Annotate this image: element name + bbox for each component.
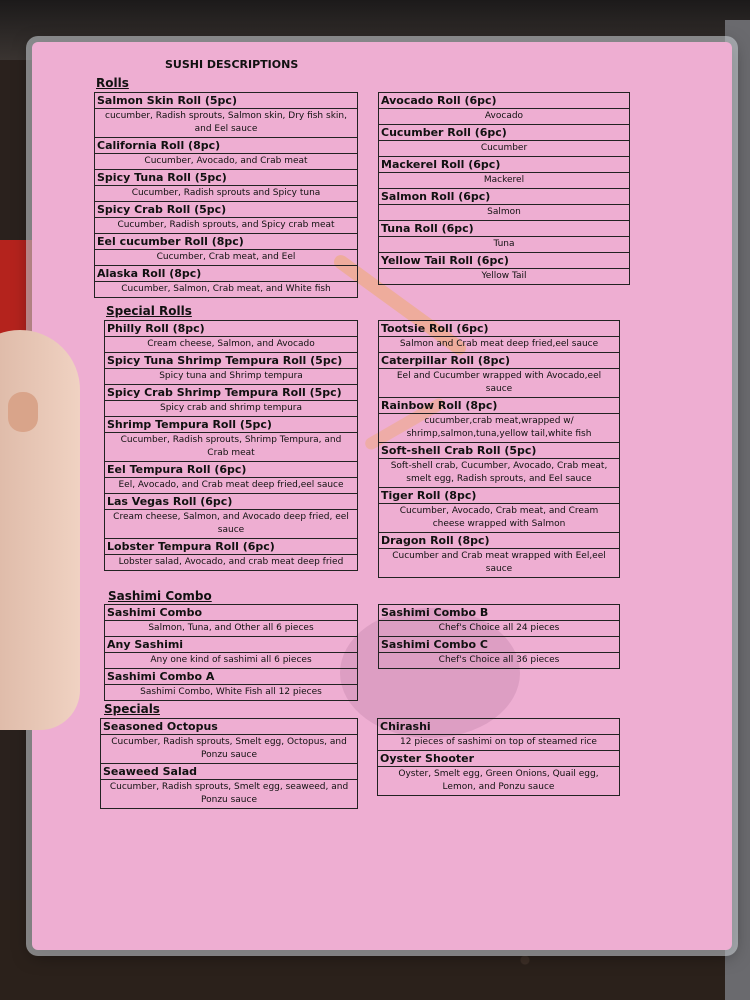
menu-item-name: Eel cucumber Roll (8pc) <box>95 234 357 250</box>
menu-item <box>378 751 619 795</box>
page-title: SUSHI DESCRIPTIONS <box>165 58 299 71</box>
menu-item-name: California Roll (8pc) <box>95 138 357 154</box>
rolls-left-table <box>94 92 358 298</box>
menu-item-name: Seaweed Salad <box>101 764 357 780</box>
menu-item-name: Spicy Crab Shrimp Tempura Roll (5pc) <box>105 385 357 401</box>
menu-item-name: Caterpillar Roll (8pc) <box>379 353 619 369</box>
menu-item <box>105 353 357 385</box>
menu-item-description: Cucumber, Radish sprouts, Shrimp Tempura, and Crab meat <box>105 433 357 462</box>
menu-item-name: Yellow Tail Roll (6pc) <box>379 253 629 269</box>
menu-item-description: Cucumber and Crab meat wrapped with Eel,eel sauce <box>392 551 606 574</box>
menu-item-description: Cucumber, Radish sprouts, Smelt egg, seaweed, and Ponzu sauce <box>109 782 349 805</box>
menu-item-description: Cucumber, Salmon, Crab meat, and White fish <box>121 284 331 294</box>
menu-item <box>379 353 619 398</box>
sashimi-left-table <box>104 604 358 701</box>
menu-item <box>379 533 619 577</box>
menu-item-description: 12 pieces of sashimi on top of steamed rice <box>378 735 619 751</box>
menu-item-description: Sashimi Combo, White Fish all 12 pieces <box>140 687 322 697</box>
menu-item-name: Seasoned Octopus <box>101 719 357 735</box>
menu-item-name: Avocado Roll (6pc) <box>379 93 629 109</box>
menu-item-name: Shrimp Tempura Roll (5pc) <box>105 417 357 433</box>
section-heading-rolls: Rolls <box>96 76 129 90</box>
menu-item <box>95 202 357 234</box>
section-heading-special-rolls: Special Rolls <box>106 304 192 318</box>
menu-item <box>101 764 357 808</box>
menu-item-description: Any one kind of sashimi all 6 pieces <box>105 653 357 669</box>
menu-item-name: Alaska Roll (8pc) <box>95 266 357 282</box>
menu-item-name: Spicy Crab Roll (5pc) <box>95 202 357 218</box>
menu-item-description: Cucumber, Avocado, Crab meat, and Cream cheese wrapped with Salmon <box>379 504 619 533</box>
holding-hand <box>0 330 80 730</box>
menu-item <box>95 234 357 266</box>
menu-item-name: Eel Tempura Roll (6pc) <box>105 462 357 478</box>
menu-item <box>379 398 619 443</box>
menu-item <box>105 385 357 417</box>
menu-item <box>105 605 357 637</box>
menu-item-name: Salmon Skin Roll (5pc) <box>95 93 357 109</box>
menu-item-description: cucumber, Radish sprouts, Salmon skin, Dry fish skin, and Eel sauce <box>95 109 357 138</box>
specials-left-table <box>100 718 358 809</box>
menu-item-description: Salmon <box>379 205 629 221</box>
menu-item-description: Cream cheese, Salmon, and Avocado deep fried, eel sauce <box>105 510 357 539</box>
menu-item-name: Salmon Roll (6pc) <box>379 189 629 205</box>
menu-item <box>101 719 357 764</box>
menu-item-name: Chirashi <box>378 719 619 735</box>
menu-item-name: Sashimi Combo <box>105 605 357 621</box>
menu-item-description: cucumber,crab meat,wrapped w/ shrimp,salmon,tuna,yellow tail,white fish <box>379 414 619 443</box>
menu-item-description: Cucumber, Avocado, and Crab meat <box>95 154 357 170</box>
menu-item-description: Avocado <box>379 109 629 125</box>
menu-item <box>105 539 357 570</box>
menu-item-name: Cucumber Roll (6pc) <box>379 125 629 141</box>
menu-item-name: Sashimi Combo C <box>379 637 619 653</box>
menu-item-description: Oyster, Smelt egg, Green Onions, Quail egg, Lemon, and Ponzu sauce <box>398 769 599 792</box>
menu-item-description: Salmon, Tuna, and Other all 6 pieces <box>105 621 357 637</box>
menu-item <box>105 494 357 539</box>
menu-item-name: Spicy Tuna Shrimp Tempura Roll (5pc) <box>105 353 357 369</box>
menu-item-description: Yellow Tail <box>481 271 527 281</box>
menu-item-description: Mackerel <box>379 173 629 189</box>
menu-item <box>379 157 629 189</box>
menu-item-description: Cucumber, Radish sprouts, Smelt egg, Octopus, and Ponzu sauce <box>101 735 357 764</box>
menu-item <box>379 605 619 637</box>
sashimi-right-table <box>378 604 620 669</box>
menu-item-name: Lobster Tempura Roll (6pc) <box>105 539 357 555</box>
menu-item-name: Sashimi Combo A <box>105 669 357 685</box>
menu-item-name: Rainbow Roll (8pc) <box>379 398 619 414</box>
menu-item-name: Sashimi Combo B <box>379 605 619 621</box>
menu-item-name: Mackerel Roll (6pc) <box>379 157 629 173</box>
menu-item-description: Spicy crab and shrimp tempura <box>105 401 357 417</box>
section-heading-sashimi: Sashimi Combo <box>108 589 212 603</box>
menu-item <box>95 266 357 297</box>
menu-item <box>105 669 357 700</box>
menu-item-name: Las Vegas Roll (6pc) <box>105 494 357 510</box>
menu-item <box>379 637 619 668</box>
menu-item-description: Soft-shell crab, Cucumber, Avocado, Crab meat, smelt egg, Radish sprouts, and Eel sauce <box>379 459 619 488</box>
menu-item <box>379 253 629 284</box>
menu-item <box>379 488 619 533</box>
menu-item <box>378 719 619 751</box>
menu-item <box>105 417 357 462</box>
menu-item <box>379 189 629 221</box>
menu-item-description: Cucumber, Radish sprouts and Spicy tuna <box>95 186 357 202</box>
thumbnail <box>8 392 38 432</box>
menu-item <box>95 93 357 138</box>
menu-item-name: Soft-shell Crab Roll (5pc) <box>379 443 619 459</box>
menu-item-description: Cucumber, Radish sprouts, and Spicy crab meat <box>95 218 357 234</box>
menu-item-description: Chef's Choice all 24 pieces <box>379 621 619 637</box>
menu-item-description: Eel, Avocado, and Crab meat deep fried,eel sauce <box>105 478 357 494</box>
menu-item <box>379 321 619 353</box>
menu-item <box>379 221 629 253</box>
specials-right-table <box>377 718 620 796</box>
menu-item-description: Tuna <box>379 237 629 253</box>
menu-item-description: Eel and Cucumber wrapped with Avocado,eel sauce <box>379 369 619 398</box>
menu-item-name: Tootsie Roll (6pc) <box>379 321 619 337</box>
menu-item-name: Tiger Roll (8pc) <box>379 488 619 504</box>
menu-item-description: Spicy tuna and Shrimp tempura <box>105 369 357 385</box>
menu-item <box>105 637 357 669</box>
menu-item-name: Dragon Roll (8pc) <box>379 533 619 549</box>
menu-item-description: Cucumber <box>379 141 629 157</box>
rolls-right-table <box>378 92 630 285</box>
menu-item-name: Oyster Shooter <box>378 751 619 767</box>
menu-item-name: Spicy Tuna Roll (5pc) <box>95 170 357 186</box>
menu-item-description: Chef's Choice all 36 pieces <box>438 655 560 665</box>
menu-item <box>379 93 629 125</box>
menu-item-description: Lobster salad, Avocado, and crab meat deep fried <box>118 557 344 567</box>
menu-item <box>105 462 357 494</box>
menu-item <box>379 443 619 488</box>
menu-item-description: Cream cheese, Salmon, and Avocado <box>105 337 357 353</box>
menu-item-name: Philly Roll (8pc) <box>105 321 357 337</box>
special-right-table <box>378 320 620 578</box>
menu-item-description: Cucumber, Crab meat, and Eel <box>95 250 357 266</box>
menu-item <box>379 125 629 157</box>
menu-item-name: Tuna Roll (6pc) <box>379 221 629 237</box>
menu-item <box>95 170 357 202</box>
menu-item <box>95 138 357 170</box>
section-heading-specials: Specials <box>104 702 160 716</box>
special-left-table <box>104 320 358 571</box>
menu-item <box>105 321 357 353</box>
menu-item-description: Salmon and Crab meat deep fried,eel sauce <box>379 337 619 353</box>
menu-item-name: Any Sashimi <box>105 637 357 653</box>
